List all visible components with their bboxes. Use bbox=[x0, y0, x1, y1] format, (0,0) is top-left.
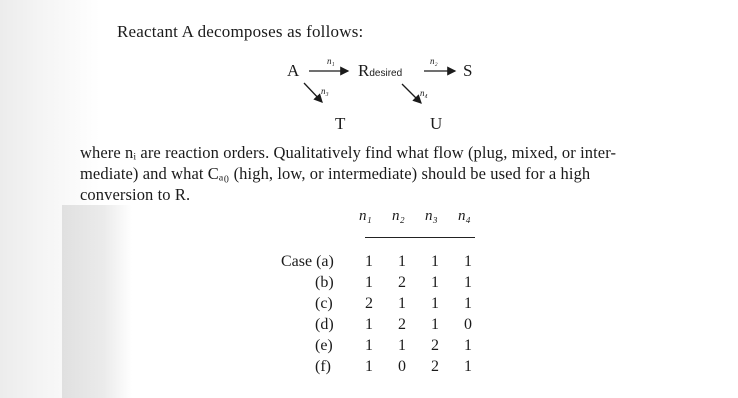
paragraph-line-1: where nᵢ are reaction orders. Qualitatively find what flow (plug, mixed, or inter- bbox=[80, 143, 617, 162]
case-label: (c) bbox=[315, 295, 333, 312]
table-cell: 1 bbox=[464, 274, 472, 291]
table-header-n1: n₁ bbox=[359, 208, 372, 224]
table-cell: 1 bbox=[365, 274, 373, 291]
case-label: (d) bbox=[315, 316, 334, 333]
table-cell: 2 bbox=[398, 274, 406, 291]
case-label: (e) bbox=[315, 337, 333, 354]
table-cell: 1 bbox=[464, 295, 472, 312]
rate-order-n2: n₂ bbox=[430, 56, 438, 66]
table-cell: 1 bbox=[464, 337, 472, 354]
table-cell: 2 bbox=[431, 358, 439, 375]
arrow-r-to-u bbox=[402, 84, 421, 103]
table-header-n2: n₂ bbox=[392, 208, 405, 224]
table-header-n4: n₄ bbox=[458, 208, 471, 224]
table-cell: 1 bbox=[398, 253, 406, 270]
table-cell: 1 bbox=[398, 295, 406, 312]
table-cell: 2 bbox=[365, 295, 373, 312]
species-u: U bbox=[430, 114, 443, 133]
table-cell: 0 bbox=[398, 358, 406, 375]
table-cell: 2 bbox=[398, 316, 406, 333]
table-cell: 2 bbox=[431, 337, 439, 354]
table-cell: 1 bbox=[464, 358, 472, 375]
species-s: S bbox=[463, 61, 473, 80]
problem-intro: Reactant A decomposes as follows: bbox=[117, 22, 364, 41]
arrow-a-to-t bbox=[304, 83, 322, 102]
table-cell: 1 bbox=[365, 316, 373, 333]
table-cell: 1 bbox=[431, 274, 439, 291]
table-cell: 1 bbox=[431, 295, 439, 312]
table-header-n3: n₃ bbox=[425, 208, 438, 224]
table-cell: 1 bbox=[365, 337, 373, 354]
table-cell: 1 bbox=[365, 253, 373, 270]
table-cell: 1 bbox=[431, 316, 439, 333]
species-a: A bbox=[287, 61, 300, 80]
species-r-subscript: desired bbox=[369, 68, 403, 79]
case-label: Case (a) bbox=[281, 253, 334, 270]
table-cell: 1 bbox=[431, 253, 439, 270]
paragraph-line-2: mediate) and what Cₐ₀ (high, low, or intermediate) should be used for a high bbox=[80, 164, 591, 183]
table-cell: 0 bbox=[464, 316, 472, 333]
paragraph-line-3: conversion to R. bbox=[80, 185, 191, 204]
table-cell: 1 bbox=[365, 358, 373, 375]
case-label: (b) bbox=[315, 274, 334, 291]
table-cell: 1 bbox=[464, 253, 472, 270]
species-t: T bbox=[335, 114, 346, 133]
rate-order-n4: n₄ bbox=[420, 88, 428, 98]
rate-order-n1: n₁ bbox=[327, 56, 335, 66]
species-r: Rdesired bbox=[358, 61, 403, 80]
case-label: (f) bbox=[315, 358, 331, 375]
rate-order-n3: n₃ bbox=[321, 86, 329, 96]
table-header-rule bbox=[365, 237, 475, 238]
table-cell: 1 bbox=[398, 337, 406, 354]
